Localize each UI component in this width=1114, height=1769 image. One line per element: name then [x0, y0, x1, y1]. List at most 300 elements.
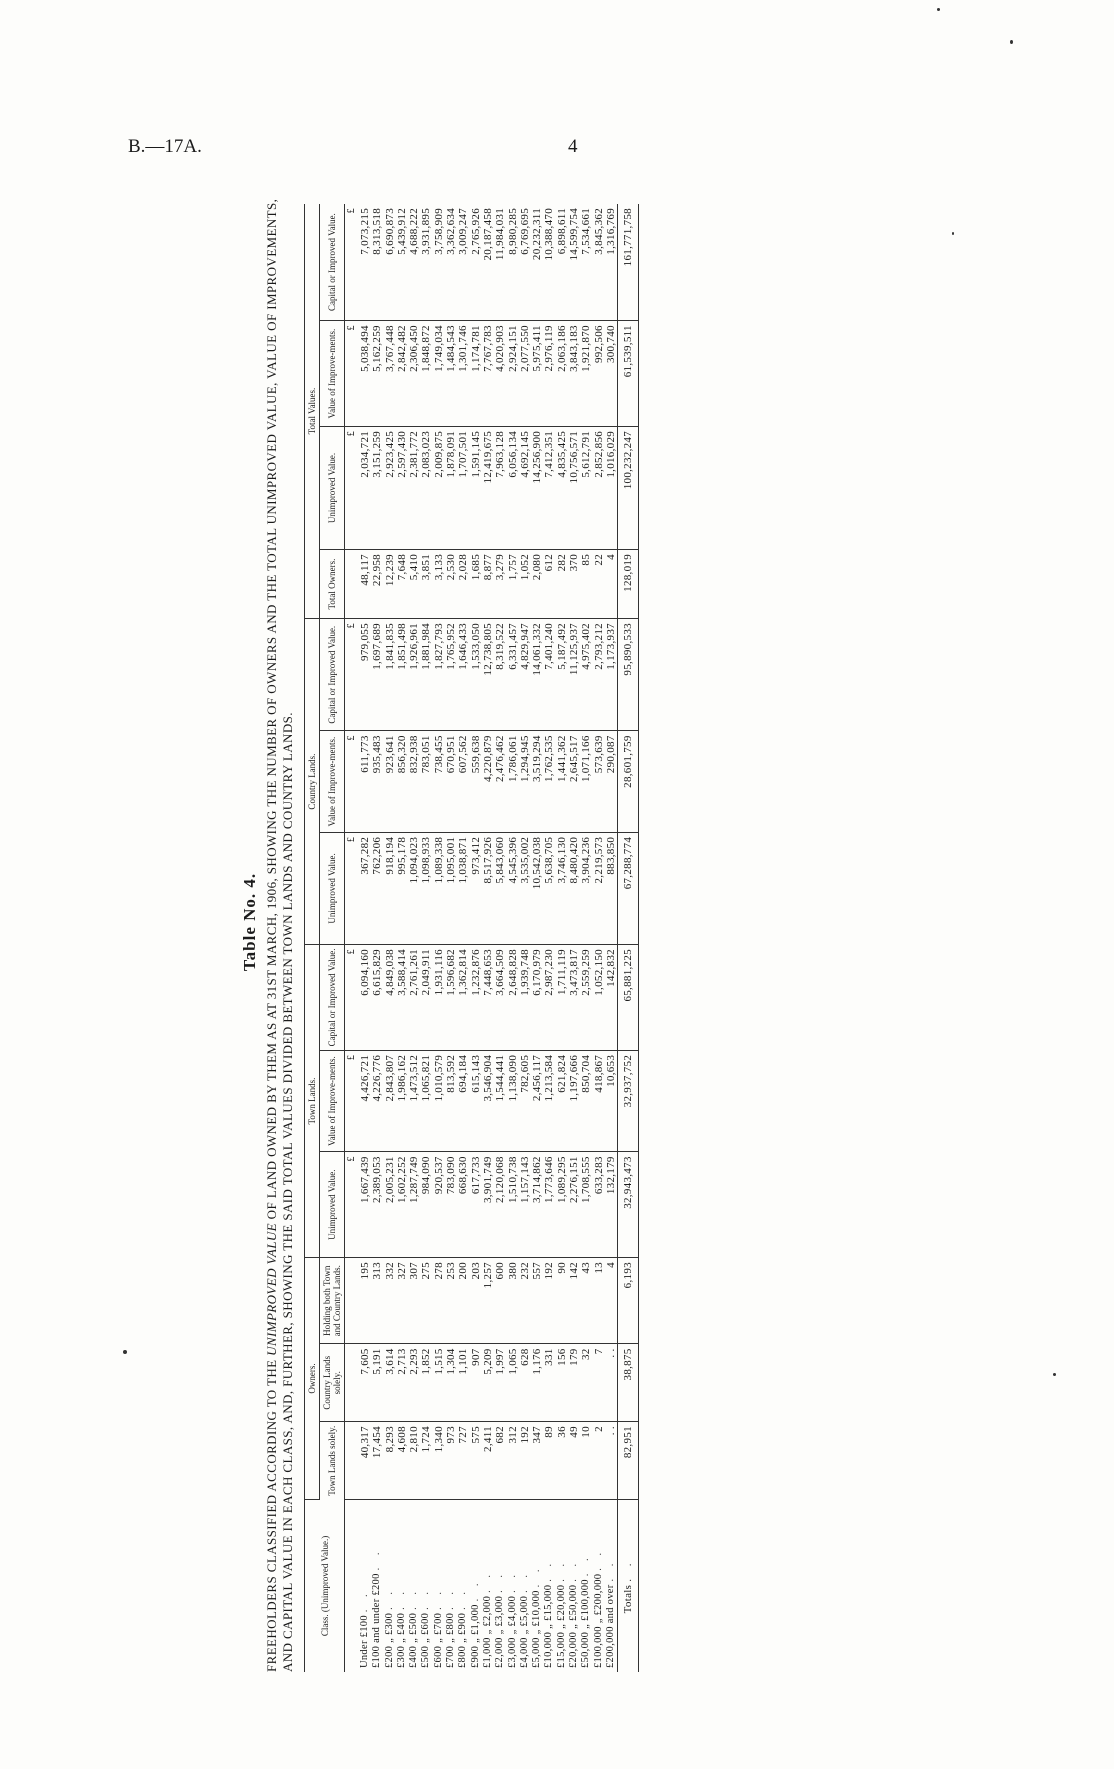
cell-country-unimp: 883,850 — [605, 832, 618, 944]
cell-country-solely: 32 — [580, 1344, 592, 1422]
table-row — [593, 204, 605, 1672]
cell-country-cap: 5,187,492 — [556, 619, 568, 731]
cell-country-unimp: 1,098,933 — [420, 832, 432, 944]
cell-total-unimp: 2,597,430 — [396, 426, 408, 549]
cell-country-solely: 7 — [593, 1344, 605, 1422]
cell-total-cap: 20,187,458 — [482, 204, 494, 321]
town-capital-header: Capital or Improved Value. — [320, 945, 345, 1051]
table-title: Table No. 4. — [240, 872, 259, 972]
cell-town-impr: 850,704 — [580, 1050, 592, 1151]
cell-town-solely: 2,810 — [408, 1422, 420, 1500]
cell-total-owners: 12,239 — [384, 550, 396, 619]
cell-both: 142 — [568, 1258, 580, 1344]
cell-country-solely: 5,191 — [371, 1344, 383, 1422]
cell-country-impr: 783,051 — [420, 731, 432, 832]
cell-town-solely: 89 — [543, 1422, 555, 1500]
cell-town-solely: 727 — [457, 1422, 469, 1500]
cell-country-impr: 1,071,166 — [580, 731, 592, 832]
cell-country-unimp: 4,545,396 — [507, 832, 519, 944]
cell-country-cap: 6,331,457 — [507, 619, 519, 731]
cell-total-unimp: 10,756,571 — [568, 426, 580, 549]
town-unimproved-header: Unimproved Value. — [320, 1152, 345, 1258]
table-row — [543, 204, 555, 1672]
table-heading — [264, 172, 296, 1672]
cell-town-impr: 4,226,776 — [371, 1050, 383, 1151]
table-row — [384, 204, 396, 1672]
cell-country-unimp: 3,535,002 — [519, 832, 531, 944]
cell-town-solely: 1,340 — [433, 1422, 445, 1500]
class-cell — [359, 1499, 371, 1672]
leader-dots: . . — [568, 1558, 580, 1582]
cell-total-unimp: 7,963,128 — [494, 426, 506, 549]
rotated-table-region — [240, 172, 800, 1672]
cell-total-owners: 612 — [543, 550, 555, 619]
cell-country-solely: 5,209 — [482, 1344, 494, 1422]
cell-country-solely: 1,515 — [433, 1344, 445, 1422]
cell-total-impr: 4,020,903 — [494, 321, 506, 427]
heading-text: FREEHOLDERS CLASSIFIED ACCORDING TO THE — [264, 1355, 279, 1672]
class-cell — [556, 1499, 568, 1672]
cell-country-unimp: 918,194 — [384, 832, 396, 944]
cell-country-impr: 2,476,462 — [494, 731, 506, 832]
cell-country-cap: 1,765,952 — [445, 619, 457, 731]
cell-town-solely: 17,454 — [371, 1422, 383, 1500]
table-row — [408, 204, 420, 1672]
cell-town-unimp: 2,276,151 — [568, 1152, 580, 1258]
cell-total-owners: 1,757 — [507, 550, 519, 619]
cell-total-cap: 6,690,873 — [384, 204, 396, 321]
currency-row — [345, 204, 360, 1672]
cell-country-impr: 935,483 — [371, 731, 383, 832]
class-header: Class. (Unimproved Value.) — [305, 1499, 345, 1672]
cell-country-solely: 1,176 — [531, 1344, 543, 1422]
table-row — [457, 204, 469, 1672]
cell-country-cap: 12,738,805 — [482, 619, 494, 731]
class-label: £500 „ £600 — [420, 1612, 432, 1668]
cell-town-unimp: 132,179 — [605, 1152, 618, 1258]
cell-country-impr: 1,294,945 — [519, 731, 531, 832]
cell-both: 195 — [359, 1258, 371, 1344]
cell-country-solely: 1,997 — [494, 1344, 506, 1422]
cell-total-unimp: 2,083,023 — [420, 426, 432, 549]
cell-both: 380 — [507, 1258, 519, 1344]
cell-total-owners: 3,133 — [433, 550, 445, 619]
table-row — [433, 204, 445, 1672]
paper-speck — [937, 8, 940, 11]
cell-country-impr: 738,455 — [433, 731, 445, 832]
cell-town-unimp: 668,630 — [457, 1152, 469, 1258]
cell-total-impr: 1,301,746 — [457, 321, 469, 427]
cell-country-unimp: 973,412 — [470, 832, 482, 944]
cell-town-unimp: 1,708,555 — [580, 1152, 592, 1258]
cell-total-impr: 2,306,450 — [408, 321, 420, 427]
cell-country-impr: 4,220,879 — [482, 731, 494, 832]
leader-dots: . . — [432, 1586, 444, 1610]
cell-country-cap: 8,319,522 — [494, 619, 506, 731]
cell-total-impr: 1,174,781 — [470, 321, 482, 427]
totals-country-improvements: 28,601,759 — [618, 731, 639, 832]
cell-total-unimp: 14,256,900 — [531, 426, 543, 549]
cell-total-impr: 2,063,186 — [556, 321, 568, 427]
cell-town-solely: 192 — [519, 1422, 531, 1500]
class-label: £4,000 „ £5,000 — [518, 1595, 530, 1668]
cell-town-unimp: 1,157,143 — [519, 1152, 531, 1258]
cell-country-solely: 628 — [519, 1344, 531, 1422]
cell-town-cap: 1,711,119 — [556, 945, 568, 1051]
currency-symbol: £ — [345, 204, 360, 321]
cell-total-cap: 3,931,895 — [420, 204, 432, 321]
paper-speck — [952, 232, 954, 235]
cell-country-unimp: 5,843,060 — [494, 832, 506, 944]
cell-total-cap: 6,898,611 — [556, 204, 568, 321]
leader-dots: . . — [383, 1586, 395, 1610]
cell-total-unimp: 4,692,145 — [519, 426, 531, 549]
cell-town-impr: 1,010,579 — [433, 1050, 445, 1151]
cell-town-cap: 3,473,817 — [568, 945, 580, 1051]
cell-both: 4 — [605, 1258, 618, 1344]
table-row — [519, 204, 531, 1672]
cell-total-impr: 5,038,494 — [359, 321, 371, 427]
class-label: £100,000 „ £200,000 — [592, 1573, 604, 1668]
cell-total-unimp: 2,852,856 — [593, 426, 605, 549]
cell-country-solely: 2,713 — [396, 1344, 408, 1422]
cell-total-cap: 4,688,222 — [408, 204, 420, 321]
cell-country-solely: 3,614 — [384, 1344, 396, 1422]
cell-town-unimp: 1,667,439 — [359, 1152, 371, 1258]
cell-total-cap: 20,232,311 — [531, 204, 543, 321]
cell-town-cap: 2,761,261 — [408, 945, 420, 1051]
country-improvements-header: Value of Improve-ments. — [320, 731, 345, 832]
class-cell — [519, 1499, 531, 1672]
cell-town-cap: 6,170,979 — [531, 945, 543, 1051]
currency-symbol: £ — [345, 426, 360, 549]
class-label: £2,000 „ £3,000 — [494, 1595, 506, 1668]
cell-town-solely: 312 — [507, 1422, 519, 1500]
cell-total-impr: 1,848,872 — [420, 321, 432, 427]
cell-total-impr: 2,976,119 — [543, 321, 555, 427]
cell-both: 43 — [580, 1258, 592, 1344]
cell-total-owners: 5,410 — [408, 550, 420, 619]
cell-country-impr: 1,762,535 — [543, 731, 555, 832]
cell-country-cap: 1,851,498 — [396, 619, 408, 731]
cell-total-cap: 3,758,909 — [433, 204, 445, 321]
cell-country-unimp: 10,542,038 — [531, 832, 543, 944]
cell-total-owners: 2,028 — [457, 550, 469, 619]
class-label: £900 „ £1,000 — [469, 1604, 481, 1668]
cell-both: 200 — [457, 1258, 469, 1344]
cell-town-unimp: 2,389,053 — [371, 1152, 383, 1258]
class-cell — [568, 1499, 580, 1672]
totals-total-owners: 128,019 — [618, 550, 639, 619]
cell-town-impr: 2,456,117 — [531, 1050, 543, 1151]
cell-town-solely: 40,317 — [359, 1422, 371, 1500]
totals-town-solely: 82,951 — [618, 1422, 639, 1500]
cell-town-impr: 1,986,162 — [396, 1050, 408, 1151]
cell-country-cap: 1,881,984 — [420, 619, 432, 731]
cell-country-solely: 907 — [470, 1344, 482, 1422]
totals-town-improvements: 32,937,752 — [618, 1050, 639, 1151]
cell-country-unimp: 8,517,926 — [482, 832, 494, 944]
cell-country-cap: 1,533,050 — [470, 619, 482, 731]
cell-total-unimp: 7,412,351 — [543, 426, 555, 549]
cell-total-cap: 11,984,031 — [494, 204, 506, 321]
class-cell — [507, 1499, 519, 1672]
currency-symbol: £ — [345, 619, 360, 731]
cell-total-impr: 1,921,870 — [580, 321, 592, 427]
class-label: £20,000 „ £50,000 — [568, 1584, 580, 1668]
cell-total-cap: 5,439,912 — [396, 204, 408, 321]
class-cell — [384, 1499, 396, 1672]
cell-both: 1,257 — [482, 1258, 494, 1344]
leader-dots: . . — [604, 1558, 616, 1582]
leader-dots: . . — [580, 1553, 592, 1577]
cell-both: 307 — [408, 1258, 420, 1344]
table-row — [556, 204, 568, 1672]
leader-dots: . . — [543, 1558, 555, 1582]
class-cell — [580, 1499, 592, 1672]
totals-town-capital: 65,881,225 — [618, 945, 639, 1051]
leader-dots: . . — [555, 1558, 567, 1582]
cell-total-unimp: 2,009,875 — [433, 426, 445, 549]
cell-town-solely: 1,724 — [420, 1422, 432, 1500]
cell-both: 13 — [593, 1258, 605, 1344]
class-cell — [531, 1499, 543, 1672]
class-cell — [482, 1499, 494, 1672]
cell-total-cap: 6,769,695 — [519, 204, 531, 321]
cell-both: 278 — [433, 1258, 445, 1344]
cell-town-cap: 6,615,829 — [371, 945, 383, 1051]
cell-country-unimp: 1,095,001 — [445, 832, 457, 944]
leader-dots: . . — [420, 1586, 432, 1610]
cell-total-impr: 1,749,034 — [433, 321, 445, 427]
paper-speck — [1053, 1373, 1056, 1376]
cell-country-cap: 1,697,689 — [371, 619, 383, 731]
cell-town-unimp: 920,537 — [433, 1152, 445, 1258]
cell-both: 203 — [470, 1258, 482, 1344]
cell-town-impr: 1,544,441 — [494, 1050, 506, 1151]
cell-total-owners: 85 — [580, 550, 592, 619]
leader-dots: . . — [408, 1586, 420, 1610]
cell-total-cap: 10,388,470 — [543, 204, 555, 321]
cell-country-unimp: 367,282 — [359, 832, 371, 944]
class-label: £5,000 „ £10,000 — [531, 1590, 543, 1668]
class-label: £800 „ £900 — [457, 1612, 469, 1668]
cell-total-owners: 3,279 — [494, 550, 506, 619]
cell-total-cap: 8,313,518 — [371, 204, 383, 321]
currency-symbol: £ — [345, 945, 360, 1051]
cell-town-impr: 3,546,904 — [482, 1050, 494, 1151]
cell-total-unimp: 12,419,675 — [482, 426, 494, 549]
cell-town-unimp: 1,602,252 — [396, 1152, 408, 1258]
cell-both: 253 — [445, 1258, 457, 1344]
cell-total-owners: 4 — [605, 550, 618, 619]
class-cell — [543, 1499, 555, 1672]
class-label: Under £100 — [359, 1615, 370, 1668]
table-row — [531, 204, 543, 1672]
cell-town-cap: 3,664,509 — [494, 945, 506, 1051]
leader-dots: . . — [622, 1558, 635, 1582]
cell-town-cap: 3,588,414 — [396, 945, 408, 1051]
cell-country-solely: 1,065 — [507, 1344, 519, 1422]
class-cell — [408, 1499, 420, 1672]
cell-total-impr: 2,077,550 — [519, 321, 531, 427]
class-label: £700 „ £800 — [445, 1612, 457, 1668]
cell-total-cap: 7,534,661 — [580, 204, 592, 321]
cell-town-impr: 782,605 — [519, 1050, 531, 1151]
paper-speck — [123, 1350, 127, 1354]
table-row — [445, 204, 457, 1672]
cell-total-impr: 3,843,183 — [568, 321, 580, 427]
cell-both: 600 — [494, 1258, 506, 1344]
cell-town-cap: 2,559,259 — [580, 945, 592, 1051]
cell-town-unimp: 3,714,862 — [531, 1152, 543, 1258]
cell-total-owners: 2,080 — [531, 550, 543, 619]
cell-both: 557 — [531, 1258, 543, 1344]
cell-town-unimp: 1,773,646 — [543, 1152, 555, 1258]
cell-total-owners: 8,877 — [482, 550, 494, 619]
cell-country-cap: 11,125,937 — [568, 619, 580, 731]
cell-both: 232 — [519, 1258, 531, 1344]
cell-town-cap: 1,596,682 — [445, 945, 457, 1051]
class-cell — [396, 1499, 408, 1672]
cell-country-cap: 4,829,947 — [519, 619, 531, 731]
class-label: £3,000 „ £4,000 — [506, 1595, 518, 1668]
cell-country-solely: 1,304 — [445, 1344, 457, 1422]
paper-speck — [1010, 40, 1013, 44]
cell-both: 313 — [371, 1258, 383, 1344]
cell-country-impr: 3,519,294 — [531, 731, 543, 832]
cell-town-solely: 49 — [568, 1422, 580, 1500]
cell-town-solely: 682 — [494, 1422, 506, 1500]
table-row — [507, 204, 519, 1672]
cell-total-impr: 2,842,482 — [396, 321, 408, 427]
cell-total-unimp: 2,923,425 — [384, 426, 396, 549]
town-improvements-header: Value of Improve-ments. — [320, 1050, 345, 1151]
leader-dots: . . — [359, 1589, 370, 1613]
class-label: £1,000 „ £2,000 — [481, 1595, 493, 1668]
class-label: £15,000 „ £20,000 — [555, 1584, 567, 1668]
class-cell — [593, 1499, 605, 1672]
cell-town-cap: 142,832 — [605, 945, 618, 1051]
leader-dots: . . — [469, 1578, 481, 1602]
cell-total-owners: 1,685 — [470, 550, 482, 619]
class-cell — [433, 1499, 445, 1672]
cell-total-unimp: 1,878,091 — [445, 426, 457, 549]
table-row — [470, 204, 482, 1672]
cell-town-impr: 1,473,512 — [408, 1050, 420, 1151]
class-label: £300 „ £400 — [395, 1612, 407, 1668]
cell-total-owners: 7,648 — [396, 550, 408, 619]
table-row — [482, 204, 494, 1672]
cell-town-impr: 1,197,666 — [568, 1050, 580, 1151]
cell-country-impr: 856,320 — [396, 731, 408, 832]
currency-symbol: £ — [345, 1050, 360, 1151]
cell-country-cap: 979,055 — [359, 619, 371, 731]
leader-dots: . . — [506, 1570, 518, 1593]
cell-town-unimp: 633,283 — [593, 1152, 605, 1258]
leader-dots: . . — [494, 1570, 506, 1593]
heading-emphasis: UNIMPROVED VALUE — [264, 1222, 279, 1356]
cell-total-cap: 2,765,926 — [470, 204, 482, 321]
cell-country-impr: 607,562 — [457, 731, 469, 832]
total-owners-header: Total Owners. — [320, 550, 345, 619]
cell-town-cap: 1,931,116 — [433, 945, 445, 1051]
class-cell — [470, 1499, 482, 1672]
country-lands-group-header: Country Lands. — [305, 619, 320, 945]
leader-dots: . . — [395, 1586, 407, 1610]
cell-country-impr: 559,638 — [470, 731, 482, 832]
class-label: £100 and under £200 — [371, 1573, 383, 1668]
totals-label-cell — [618, 1499, 639, 1672]
cell-town-impr: 615,143 — [470, 1050, 482, 1151]
leader-dots: . . — [531, 1564, 543, 1588]
cell-total-unimp: 2,034,721 — [359, 426, 371, 549]
class-label: £600 „ £700 — [432, 1612, 444, 1668]
cell-town-unimp: 617,733 — [470, 1152, 482, 1258]
cell-both: 275 — [420, 1258, 432, 1344]
cell-both: 327 — [396, 1258, 408, 1344]
cell-total-impr: 300,740 — [605, 321, 618, 427]
totals-both: 6,193 — [618, 1258, 639, 1344]
cell-town-impr: 813,592 — [445, 1050, 457, 1151]
totals-total-capital: 161,771,758 — [618, 204, 639, 321]
cell-total-owners: 282 — [556, 550, 568, 619]
cell-country-solely: 1,101 — [457, 1344, 469, 1422]
page-number: 4 — [568, 136, 578, 157]
cell-country-solely: 1,852 — [420, 1344, 432, 1422]
leader-dots: . . — [457, 1586, 469, 1610]
cell-town-cap: 1,939,748 — [519, 945, 531, 1051]
cell-both: 332 — [384, 1258, 396, 1344]
cell-town-cap: 4,849,038 — [384, 945, 396, 1051]
cell-country-impr: 1,441,362 — [556, 731, 568, 832]
cell-total-impr: 2,924,151 — [507, 321, 519, 427]
town-solely-header: Town Lands solely. — [320, 1422, 345, 1500]
table-row — [580, 204, 592, 1672]
cell-total-unimp: 1,591,145 — [470, 426, 482, 549]
cell-town-cap: 1,232,876 — [470, 945, 482, 1051]
cell-country-unimp: 3,904,236 — [580, 832, 592, 944]
cell-town-solely: 2 — [593, 1422, 605, 1500]
cell-country-impr: 290,087 — [605, 731, 618, 832]
class-label: £50,000 „ £100,000 — [580, 1579, 592, 1668]
cell-country-impr: 573,639 — [593, 731, 605, 832]
cell-town-solely: 575 — [470, 1422, 482, 1500]
cell-town-unimp: 984,090 — [420, 1152, 432, 1258]
cell-total-unimp: 6,056,134 — [507, 426, 519, 549]
cell-town-impr: 418,867 — [593, 1050, 605, 1151]
cell-country-solely: . . — [605, 1344, 618, 1422]
cell-country-impr: 2,645,517 — [568, 731, 580, 832]
cell-total-owners: 22 — [593, 550, 605, 619]
cell-total-cap: 14,599,754 — [568, 204, 580, 321]
cell-country-unimp: 1,094,023 — [408, 832, 420, 944]
cell-country-unimp: 995,178 — [396, 832, 408, 944]
cell-total-owners: 3,851 — [420, 550, 432, 619]
cell-town-solely: 973 — [445, 1422, 457, 1500]
totals-row — [618, 204, 639, 1672]
total-capital-header: Capital or Improved Value. — [320, 204, 345, 321]
cell-town-impr: 1,138,090 — [507, 1050, 519, 1151]
class-cell — [445, 1499, 457, 1672]
cell-town-cap: 2,049,911 — [420, 945, 432, 1051]
table-row — [494, 204, 506, 1672]
leader-dots: . . — [445, 1586, 457, 1610]
cell-country-impr: 1,786,061 — [507, 731, 519, 832]
cell-country-solely: 331 — [543, 1344, 555, 1422]
owners-group-header: Owners. — [305, 1258, 320, 1500]
town-lands-group-header: Town Lands. — [305, 945, 320, 1258]
